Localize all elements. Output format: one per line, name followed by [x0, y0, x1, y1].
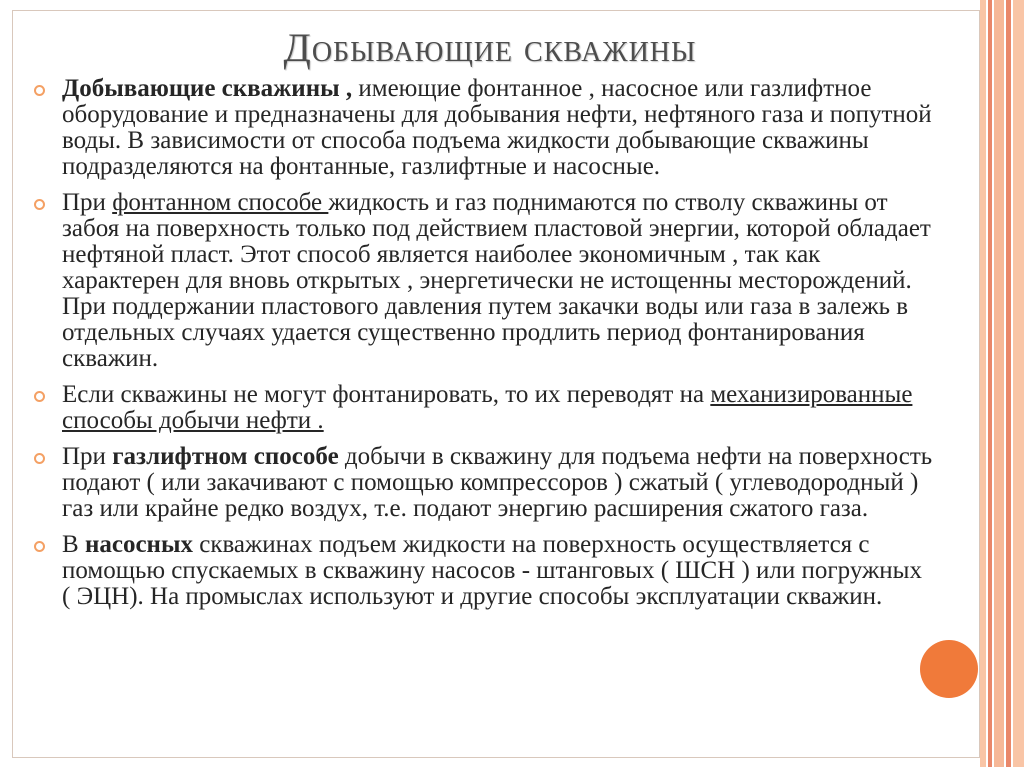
- term-bold: газлифтном способе: [112, 443, 339, 470]
- bullet-icon: [34, 85, 45, 96]
- bullet-icon: [34, 453, 45, 464]
- paragraph-text: При: [62, 443, 113, 470]
- slide-content: [34, 76, 934, 620]
- stripe: [1006, 0, 1011, 767]
- paragraph: [34, 190, 934, 372]
- paragraph-text: скважинах подъем жидкости на поверхность осуществляется с помощью спускаемых в скважину насосов - штанговых ( ШСН ) или погружных ( ЭЦН). На промыслах используют и другие способы эксплуатации скважин.: [62, 531, 922, 610]
- paragraph: [34, 444, 934, 522]
- paragraph-text: имеющие фонтанное , насосное или газлифтное оборудование и предназначены для добывания нефти, нефтяного газа и попутной воды. В зависимости от способа подъема жидкости добывающие скважины подразделяются на фонтанные, газлифтные и насосные.: [62, 75, 932, 180]
- slide-title: Добывающие скважины: [283, 25, 697, 70]
- term-bold: Добывающие скважины ,: [62, 75, 353, 102]
- hyperlink-fountain-method[interactable]: фонтанном способе: [112, 189, 329, 216]
- paragraph-text: Если скважины не могут фонтанировать, то их переводят на: [62, 381, 711, 408]
- paragraph: [34, 76, 934, 180]
- decorative-stripes: [980, 0, 1024, 767]
- bullet-icon: [34, 391, 45, 402]
- paragraph-text: добычи в скважину для подъема нефти на поверхность подают ( или закачивают с помощью компрессоров ) сжатый ( углеводородный ) газ или крайне редко воздух, т.е. подают энергию расширения сжатого газа.: [62, 443, 933, 522]
- paragraph-text: При: [62, 189, 113, 216]
- stripe: [1013, 0, 1024, 767]
- term-bold: насосных: [84, 531, 193, 558]
- paragraph-text: В: [62, 531, 85, 558]
- stripe: [994, 0, 1004, 767]
- paragraph: [34, 532, 934, 610]
- paragraph-text: жидкость и газ поднимаются по стволу скважины от забоя на поверхность только под действием пластовой энергии, которой обладает нефтяной пласт. Этот способ является наиболее экономичным , так как характерен для вновь открытых , энергетически не истощенны месторождений. При поддержании пластового давления путем закачки воды или газа в залежь в отдельных случаях удается существенно продлить период фонтанирования скважин.: [62, 189, 931, 372]
- paragraph: [34, 382, 934, 434]
- decorative-circle: [920, 640, 978, 698]
- stripe: [980, 0, 986, 767]
- bullet-icon: [34, 541, 45, 552]
- hyperlink-mechanized-methods[interactable]: механизированные способы добычи нефти .: [62, 381, 913, 434]
- bullet-icon: [34, 199, 45, 210]
- stripe: [988, 0, 992, 767]
